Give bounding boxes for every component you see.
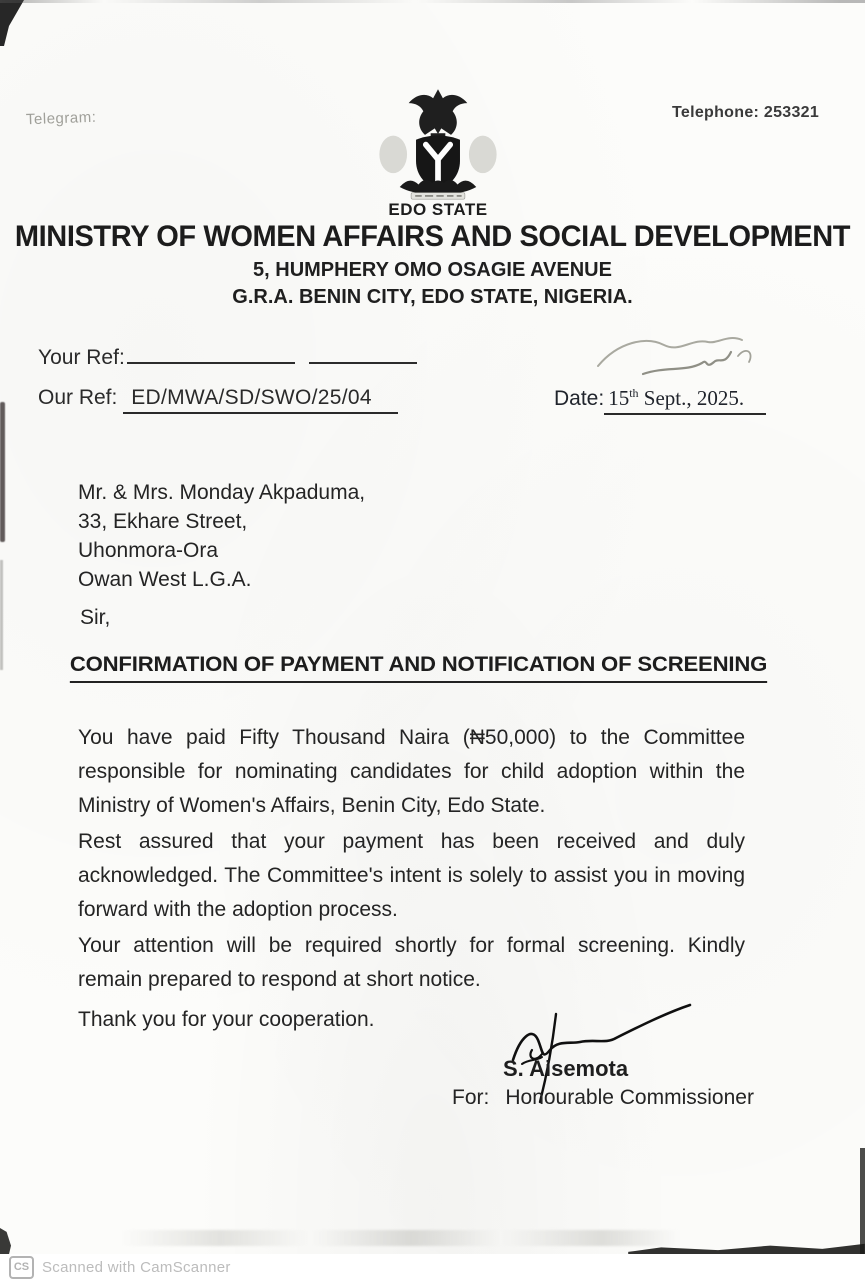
recipient-lga: Owan West L.G.A. — [78, 568, 252, 591]
ministry-address-line2: G.R.A. BENIN CITY, EDO STATE, NIGERIA. — [232, 286, 633, 308]
body-paragraph-2: Rest assured that your payment has been received and duly acknowledged. The Committee's intent is solely to assist you in moving forward with the adoption process. — [78, 830, 745, 921]
body-paragraph-1: You have paid Fifty Thousand Naira (₦50,000) to the Committee responsible for nominating candidates for child adoption within the Ministry of Women's Affairs, Benin City, Edo State. — [78, 726, 745, 817]
body-paragraph-3: Your attention will be required shortly for formal screening. Kindly remain prepared to respond at short notice. — [78, 934, 745, 991]
recipient-name: Mr. & Mrs. Monday Akpaduma, — [78, 481, 366, 504]
our-ref-value: ED/MWA/SD/SWO/25/04 — [123, 386, 398, 414]
for-label: For: — [452, 1086, 490, 1109]
your-ref-row — [38, 342, 417, 370]
subject-line: CONFIRMATION OF PAYMENT AND NOTIFICATION OF SCREENING — [69, 652, 766, 683]
crest-caption: EDO STATE — [388, 200, 488, 219]
ministry-address-line1: 5, HUMPHERY OMO OSAGIE AVENUE — [253, 259, 612, 281]
right-supporter-icon — [469, 136, 497, 173]
camscanner-logo-icon: CS — [9, 1256, 34, 1279]
date-value: 15th Sept., 2025. — [604, 386, 766, 415]
scan-corner-artifact — [0, 0, 26, 46]
your-ref-label: Your Ref: — [38, 346, 125, 369]
scan-left-streak-artifact-2 — [0, 560, 3, 670]
banner-icon — [411, 193, 465, 200]
your-ref-blank-line — [127, 342, 295, 364]
recipient-street: 33, Ekhare Street, — [78, 510, 248, 533]
camscanner-watermark-text: Scanned with CamScanner — [42, 1258, 231, 1276]
telephone-number: Telephone: 253321 — [672, 104, 820, 121]
our-ref-label: Our Ref: — [38, 386, 118, 409]
eagle-icon — [409, 89, 468, 139]
scan-bottom-smudge-artifact — [120, 1230, 680, 1246]
scan-right-streak-artifact — [860, 1148, 865, 1266]
body-paragraph-4: Thank you for your cooperation. — [78, 1008, 375, 1031]
our-ref-row — [38, 386, 398, 414]
subject-line-wrap — [69, 652, 767, 683]
wreath-icon — [400, 180, 477, 194]
salutation: Sir, — [80, 606, 111, 629]
scan-left-streak-artifact — [0, 402, 5, 542]
signatory-title: Honourable Commissioner — [505, 1086, 754, 1109]
recipient-town: Uhonmora-Ora — [78, 539, 219, 562]
scan-top-edge-artifact — [0, 0, 865, 3]
telegram-label: Telegram: — [25, 108, 97, 129]
signatory-name: S. Aisemota — [503, 1056, 629, 1081]
camscanner-footer-bar — [0, 1254, 865, 1280]
your-ref-blank-line-2 — [309, 342, 417, 364]
signatory-title-row — [452, 1086, 754, 1110]
ministry-title: MINISTRY OF WOMEN AFFAIRS AND SOCIAL DEVELOPMENT — [14, 220, 851, 254]
recipient-address-block — [78, 478, 365, 594]
date-row — [554, 386, 766, 415]
edo-state-coat-of-arms-icon — [368, 86, 508, 200]
date-label: Date: — [554, 387, 605, 410]
left-supporter-icon — [379, 136, 407, 173]
pen-scribble-mark — [588, 326, 778, 388]
